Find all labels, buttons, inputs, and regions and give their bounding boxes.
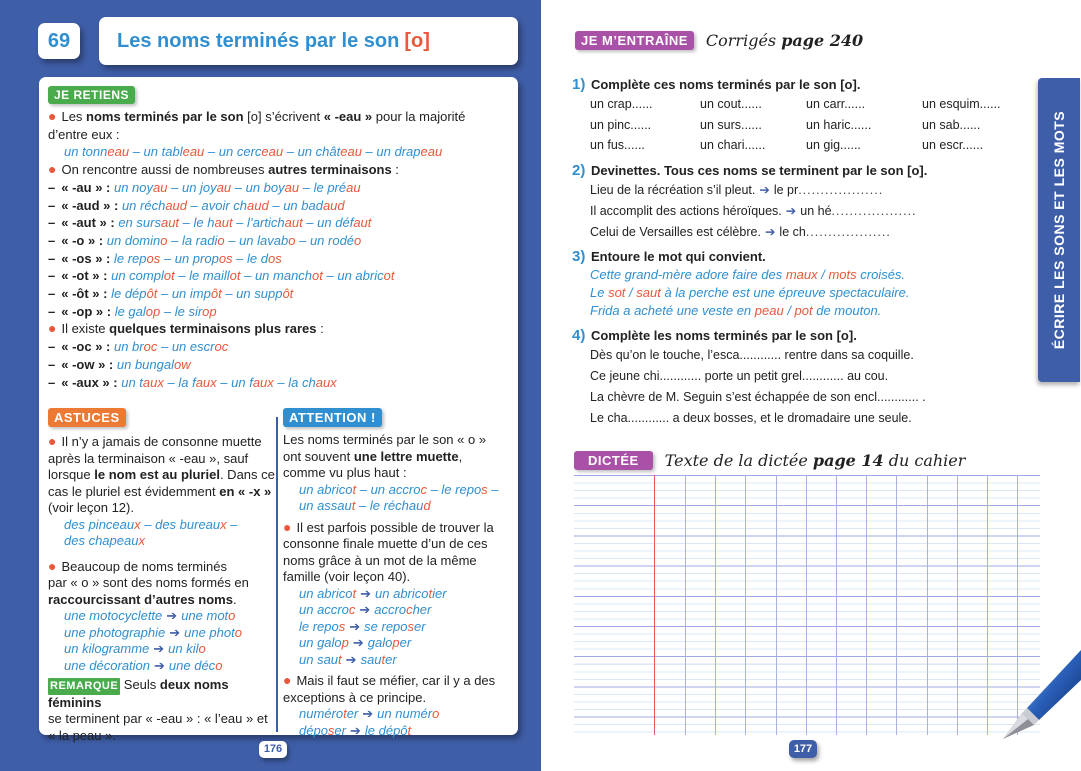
fill-in-word[interactable]: un crap...... bbox=[590, 97, 653, 111]
exercise-4-items bbox=[572, 345, 1042, 429]
rare-endings-list bbox=[48, 338, 510, 391]
lesson-title-box bbox=[99, 17, 518, 65]
short-example-row: une motocyclette ➔ une moto bbox=[64, 608, 236, 623]
answer-blank[interactable]: ................... bbox=[798, 183, 884, 197]
fill-in-word[interactable]: un haric...... bbox=[806, 117, 872, 132]
ending-row: – « -oc » : un broc – un escroc bbox=[48, 339, 229, 355]
riddle-row: Celui de Versailles est célèbre. ➔ le ch................... bbox=[590, 225, 891, 239]
fill-in-word[interactable]: un esquim...... bbox=[922, 97, 1001, 111]
page-number-176: 176 bbox=[259, 741, 287, 758]
choice-option[interactable]: maux bbox=[785, 267, 818, 282]
grid-line bbox=[957, 475, 958, 735]
arrow-right-icon: ➔ bbox=[166, 608, 178, 623]
choice-row: Frida a acheté une veste en peau / pot de mouton. bbox=[590, 303, 882, 318]
ending-row: – « -op » : le galop – le sirop bbox=[48, 303, 217, 319]
bullet-icon: ● bbox=[283, 518, 292, 535]
arrow-right-icon: ➔ bbox=[153, 641, 165, 656]
sentence-row[interactable]: Ce jeune chi............ porte un petit grel............ au cou. bbox=[590, 369, 889, 383]
sentence-row[interactable]: Le cha............ a deux bosses, et le dromadaire une seule. bbox=[590, 411, 912, 425]
family-example-row: un saut ➔ sauter bbox=[299, 651, 397, 667]
exception-row: déposer ➔ le dépôt bbox=[299, 722, 412, 738]
exercise-3-items bbox=[572, 266, 1042, 320]
short-example-row: une décoration ➔ une déco bbox=[64, 657, 223, 673]
grid-line bbox=[896, 475, 897, 735]
attention-tag: ATTENTION ! bbox=[283, 408, 382, 427]
arrow-right-icon: ➔ bbox=[360, 585, 372, 601]
ending-row: – « -os » : le repos – un propos – le dos bbox=[48, 250, 282, 266]
sentence-row[interactable]: Dès qu’on le touche, l’esca............ rentre dans sa coquille. bbox=[590, 348, 914, 362]
dictee-header bbox=[574, 451, 965, 470]
astuces-para-2: ● Beaucoup de noms terminés par « o » sont des noms formés en raccourcissant d’autres noms. une motocyclette ➔ une moto une photographie ➔ une photo un kilogramme ➔ un kilo une décoration ➔ une déco bbox=[48, 558, 278, 675]
retiens-para-1-line2: d’entre eux : bbox=[48, 126, 120, 142]
arrow-right-icon: ➔ bbox=[352, 635, 364, 650]
exercise-2-items bbox=[572, 180, 1042, 243]
ending-row: – « -aux » : un taux – la faux – un faux – la chaux bbox=[48, 374, 337, 390]
eau-examples: un tonneau – un tableau – un cerceau – un château – un drapeau bbox=[64, 144, 443, 160]
short-examples bbox=[48, 608, 278, 674]
ending-row: – « -aud » : un réchaud – avoir chaud – un badaud bbox=[48, 197, 345, 213]
answer-blank[interactable]: ................... bbox=[831, 204, 917, 218]
right-page bbox=[541, 0, 1081, 771]
grid-line bbox=[745, 475, 746, 735]
grid-line bbox=[836, 475, 837, 735]
je-retiens-section bbox=[48, 86, 510, 391]
fountain-pen-icon bbox=[1001, 650, 1081, 740]
arrow-right-icon: ➔ bbox=[362, 706, 374, 721]
fill-in-word[interactable]: un carr...... bbox=[806, 97, 866, 111]
grid-line bbox=[806, 475, 807, 735]
arrow-right-icon: ➔ bbox=[785, 204, 797, 218]
je-mentraine-header bbox=[575, 31, 863, 50]
plural-examples: des pinceaux – des bureaux – bbox=[64, 516, 238, 532]
bullet-icon: ● bbox=[48, 161, 57, 178]
ending-row: – « -o » : un domino – la radio – un lavabo – un rodéo bbox=[48, 232, 362, 248]
dictee-note: Texte de la dictée page 14 du cahier bbox=[664, 451, 966, 470]
arrow-right-icon: ➔ bbox=[359, 602, 371, 617]
remarque: REMARQUE Seuls deux noms féminins se terminent par « -eau » : « l’eau » et « la peau ». bbox=[48, 677, 268, 743]
remarque-tag: REMARQUE bbox=[48, 678, 120, 695]
choice-row: Cette grand-mère adore faire des maux / mots croisés. bbox=[590, 267, 906, 282]
ending-row: – « -au » : un noyau – un joyau – un boyau – le préau bbox=[48, 179, 361, 195]
answer-blank[interactable]: ................... bbox=[805, 225, 891, 239]
grid-line bbox=[927, 475, 928, 735]
astuces-section bbox=[48, 408, 278, 744]
fill-in-word[interactable]: un chari...... bbox=[700, 138, 766, 152]
fill-in-word[interactable]: un pinc...... bbox=[590, 117, 652, 132]
lesson-content-box bbox=[39, 77, 518, 743]
attention-section bbox=[283, 408, 511, 739]
short-example-row: une photographie ➔ une photo bbox=[64, 624, 242, 640]
arrow-right-icon: ➔ bbox=[349, 722, 361, 738]
exercise-1-items bbox=[572, 94, 1042, 156]
astuces-tag: ASTUCES bbox=[48, 408, 126, 427]
arrow-right-icon: ➔ bbox=[764, 225, 776, 239]
family-example-row: un galop ➔ galoper bbox=[299, 635, 412, 650]
retiens-para-1: ● Les noms terminés par le son [o] s’écrivent « -eau » pour la majorité bbox=[48, 108, 466, 124]
arrow-right-icon: ➔ bbox=[345, 651, 357, 667]
fill-in-word[interactable]: un fus...... bbox=[590, 138, 645, 152]
arrow-right-icon: ➔ bbox=[169, 624, 181, 640]
ending-row: – « -aut » : en sursaut – le haut – l’artichaut – un défaut bbox=[48, 215, 372, 231]
family-example-row: un accroc ➔ accrocher bbox=[299, 602, 432, 617]
page-number-177: 177 bbox=[789, 740, 817, 758]
bullet-icon: ● bbox=[48, 320, 57, 337]
grid-line bbox=[776, 475, 777, 735]
retiens-para-2: ● On rencontre aussi de nombreuses autres terminaisons : bbox=[48, 161, 399, 178]
family-example-row: un abricot ➔ un abricotier bbox=[299, 585, 447, 601]
astuces-para-1: ● Il n’y a jamais de consonne muette après la terminaison « -eau », sauf lorsque le nom est au pluriel. Dans ce cas le pluriel est évidemment en « -x » (voir leçon 12). des pinceaux – des bureaux – des chapeaux bbox=[48, 433, 278, 550]
attention-para-3: ● Mais il faut se méfier, car il y a des exceptions à ce principe. numéroter ➔ un numéro déposer ➔ le dépôt bbox=[283, 672, 511, 739]
dictee-tag: DICTÉE bbox=[574, 451, 653, 470]
lesson-title: Les noms terminés par le son bbox=[117, 29, 400, 52]
arrow-right-icon: ➔ bbox=[349, 618, 361, 634]
ending-row: – « -ôt » : le dépôt – un impôt – un suppôt bbox=[48, 286, 294, 302]
choice-option[interactable]: peau bbox=[754, 303, 784, 318]
choice-row: Le sot / saut à la perche est une épreuve spectaculaire. bbox=[590, 285, 910, 300]
bullet-icon: ● bbox=[48, 108, 57, 124]
grid-line bbox=[987, 475, 988, 735]
muette-examples: un abricot – un accroc – le repos – bbox=[299, 481, 499, 497]
short-example-row: un kilogramme ➔ un kilo bbox=[64, 641, 206, 656]
bullet-icon: ● bbox=[283, 672, 292, 688]
exercise-1: 1) Complète ces noms terminés par le son [o]. un crap...... un cout...... un carr...... un esquim...... un pinc...... un surs...... un haric...... un sab...... un fus...... un chari...... un gig...... un escr...... bbox=[572, 76, 1042, 156]
lesson-title-phoneme: [o] bbox=[404, 29, 430, 52]
retiens-para-3: ● Il existe quelques terminaisons plus rares : bbox=[48, 320, 324, 337]
exception-examples bbox=[283, 706, 511, 739]
choice-option[interactable]: saut bbox=[636, 285, 661, 300]
ending-row: – « -ot » : un complot – le maillot – un manchot – un abricot bbox=[48, 268, 395, 284]
fill-in-word[interactable]: un cout...... bbox=[700, 97, 762, 111]
exercise-2: 2) Devinettes. Tous ces noms se terminent par le son [o]. Lieu de la récréation s’il pleut. ➔ le pr................... Il accomplit des actions héroïques. ➔ un hé................... Celui de Versailles est célèbre. ➔ le ch................... bbox=[572, 162, 1042, 243]
exception-row: numéroter ➔ un numéro bbox=[299, 706, 440, 721]
section-side-tab: ÉCRIRE LES SONS ET LES MOTS bbox=[1038, 78, 1080, 382]
fill-in-word[interactable]: un gig...... bbox=[806, 138, 861, 152]
sentence-row[interactable]: La chèvre de M. Seguin s’est échappée de son encl............ . bbox=[590, 390, 926, 404]
riddle-row: Lieu de la récréation s’il pleut. ➔ le pr................... bbox=[590, 183, 884, 197]
family-example-row: le repos ➔ se reposer bbox=[299, 618, 426, 634]
exercise-3: 3) Entoure le mot qui convient. Cette grand-mère adore faire des maux / mots croisés. Le sot / saut à la perche est une épreuve spectaculaire. Frida a acheté une veste en peau / pot de mouton. bbox=[572, 248, 1042, 320]
attention-para-1: Les noms terminés par le son « o » ont souvent une lettre muette, comme vu plus haut : un abricot – un accroc – le repos – un assaut – le réchaud bbox=[283, 432, 511, 515]
choice-option[interactable]: pot bbox=[794, 303, 813, 318]
je-retiens-tag: JE RETIENS bbox=[48, 86, 135, 104]
fill-in-word[interactable]: un escr...... bbox=[922, 138, 984, 152]
fill-in-word[interactable]: un surs...... bbox=[700, 117, 762, 132]
arrow-right-icon: ➔ bbox=[759, 183, 770, 197]
lesson-number-badge: 69 bbox=[38, 23, 80, 59]
endings-list bbox=[48, 179, 510, 321]
choice-option[interactable]: mots bbox=[828, 267, 857, 282]
corriges-note: Corrigés page 240 bbox=[705, 31, 864, 50]
exercise-4: 4) Complète les noms terminés par le son [o]. Dès qu’on le touche, l’esca............ rentre dans sa coquille. Ce jeune chi............ porte un petit grel............ au cou. La chèvre de M. Seguin s’est échappée de son encl............ . Le cha............ a deux bosses, et le dromadaire une seule. bbox=[572, 327, 1042, 429]
dictee-writing-area[interactable] bbox=[574, 475, 1040, 735]
attention-para-2: ● Il est parfois possible de trouver la consonne finale muette d’un de ces noms grâce à un mot de la même famille (voir leçon 40). un abricot ➔ un abricotier un accroc ➔ accrocher le repos ➔ se reposer un galop ➔ galoper un saut ➔ sauter bbox=[283, 519, 511, 669]
grid-line bbox=[715, 475, 716, 735]
ending-row: – « -ow » : un bungalow bbox=[48, 356, 191, 372]
choice-option[interactable]: sot bbox=[608, 285, 626, 300]
arrow-right-icon: ➔ bbox=[154, 657, 165, 673]
bullet-icon: ● bbox=[48, 557, 57, 574]
fill-in-word[interactable]: un sab...... bbox=[922, 117, 981, 132]
family-examples bbox=[283, 586, 511, 669]
grid-line bbox=[685, 475, 686, 735]
bullet-icon: ● bbox=[48, 433, 57, 449]
je-mentraine-tag: JE M’ENTRAÎNE bbox=[575, 31, 694, 50]
riddle-row: Il accomplit des actions héroïques. ➔ un hé................... bbox=[590, 204, 917, 218]
grid-line bbox=[866, 475, 867, 735]
